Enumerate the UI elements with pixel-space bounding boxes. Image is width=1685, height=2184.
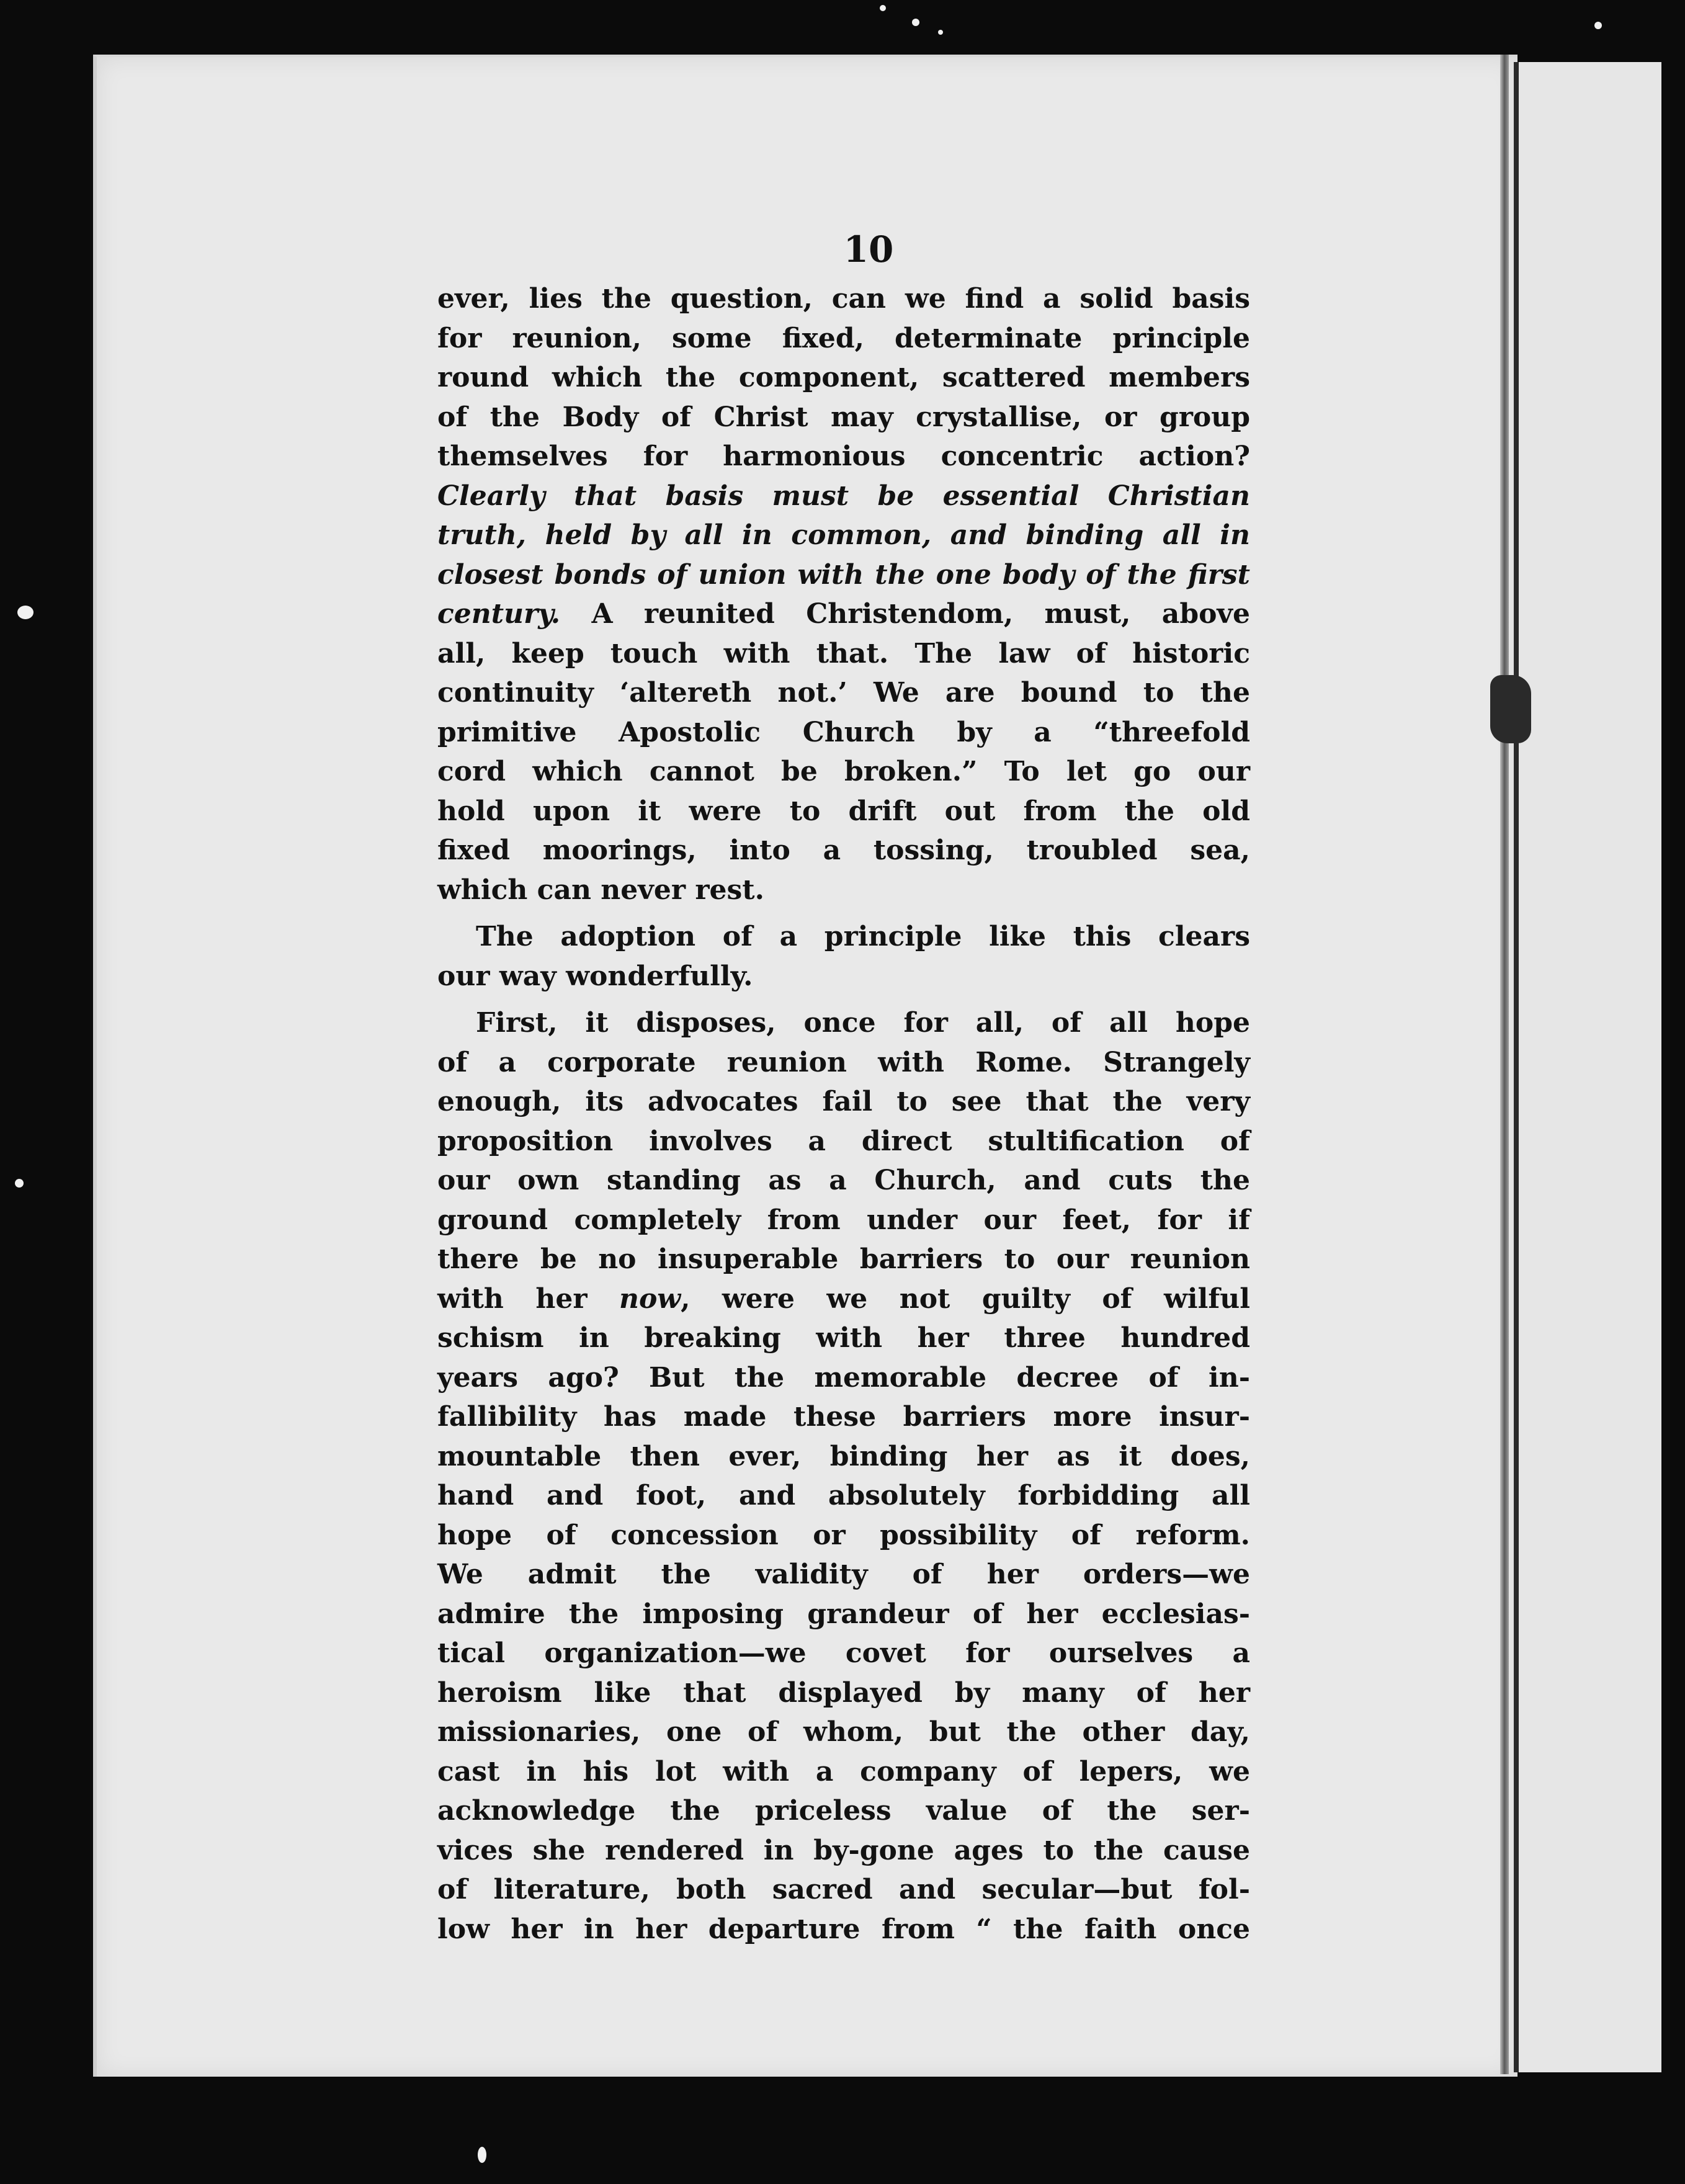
text-line: hold upon it were to drift out from the old	[437, 795, 1250, 827]
text-line: truth, held by all in common, and binding all in	[437, 519, 1250, 551]
scan-speck	[15, 1179, 24, 1188]
paragraph-3	[437, 1003, 1250, 1949]
text-fragment: with her	[437, 1282, 619, 1315]
text-line: enough, its advocates fail to see that the very	[437, 1086, 1250, 1117]
text-line: mountable then ever, binding her as it does,	[437, 1440, 1250, 1472]
text-line: Clearly that basis must be essential Christian	[437, 480, 1250, 512]
facing-page-edge	[1514, 62, 1661, 2072]
scan-speck	[478, 2147, 486, 2163]
text-line: our own standing as a Church, and cuts the	[437, 1165, 1250, 1196]
text-line: all, keep touch with that. The law of historic	[437, 637, 1250, 669]
text-line: of the Body of Christ may crystallise, or group	[437, 401, 1250, 433]
scan-speck	[938, 30, 943, 35]
text-line: We admit the validity of her orders—we	[437, 1559, 1250, 1590]
text-line: schism in breaking with her three hundred	[437, 1322, 1250, 1354]
text-line: round which the component, scattered members	[437, 362, 1250, 393]
text-line: vices she rendered in by-gone ages to the cause	[437, 1834, 1250, 1866]
body-text	[437, 279, 1250, 1949]
paragraph-gap	[437, 910, 1250, 917]
italic-word: century.	[437, 598, 561, 630]
text-line: ever, lies the question, can we find a solid basis	[437, 283, 1250, 315]
scan-speck	[912, 19, 919, 26]
page-gutter	[1500, 55, 1509, 2074]
margin-ink-mark	[1490, 675, 1531, 743]
text-fragment: A reunited Christendom, must, above	[560, 598, 1250, 630]
text-line: missionaries, one of whom, but the other day,	[437, 1716, 1250, 1748]
scan-speck	[17, 606, 34, 619]
text-line: closest bonds of union with the one body of the first	[437, 558, 1250, 591]
text-line: low her in her departure from “ the faith once	[437, 1913, 1250, 1945]
text-line: years ago? But the memorable decree of in-	[437, 1361, 1250, 1394]
text-line: hope of concession or possibility of reform.	[437, 1519, 1250, 1551]
text-line: ground completely from under our feet, for if	[437, 1204, 1250, 1236]
text-line	[437, 594, 1250, 634]
text-line: First, it disposes, once for all, of all hope	[476, 1007, 1250, 1039]
text-line: fixed moorings, into a tossing, troubled sea,	[437, 835, 1250, 866]
text-line: primitive Apostolic Church by a “threefold	[437, 716, 1250, 748]
text-line: continuity ‘altereth not.’ We are bound to the	[437, 677, 1250, 709]
text-fragment: , were we not guilty of wilful	[681, 1282, 1250, 1315]
text-line: heroism like that displayed by many of her	[437, 1676, 1250, 1709]
paragraph-2	[437, 917, 1250, 996]
text-line: which can never rest.	[437, 874, 764, 906]
text-line: our way wonderfully.	[437, 960, 753, 992]
scan-speck	[1594, 22, 1602, 29]
text-line: The adoption of a principle like this clears	[476, 921, 1250, 952]
paragraph-1	[437, 279, 1250, 910]
paragraph-gap	[437, 996, 1250, 1003]
text-line: admire the imposing grandeur of her ecclesias-	[437, 1598, 1250, 1630]
page-number: 10	[843, 228, 894, 271]
text-line: of a corporate reunion with Rome. Strangely	[437, 1046, 1250, 1078]
text-line: for reunion, some fixed, determinate principle	[437, 322, 1250, 354]
text-line: cord which cannot be broken.” To let go our	[437, 756, 1250, 787]
text-line: tical organization—we covet for ourselves a	[437, 1637, 1250, 1669]
text-line: cast in his lot with a company of lepers, we	[437, 1755, 1250, 1788]
text-line: there be no insuperable barriers to our reunion	[437, 1243, 1250, 1275]
text-line: of literature, both sacred and secular—but fol-	[437, 1874, 1250, 1905]
text-line: themselves for harmonious concentric action?	[437, 441, 1250, 472]
italic-word: now	[619, 1282, 681, 1315]
text-line: fallibility has made these barriers more insur-	[437, 1401, 1250, 1433]
text-line: acknowledge the priceless value of the ser-	[437, 1795, 1250, 1827]
text-line: hand and foot, and absolutely forbidding all	[437, 1480, 1250, 1511]
scan-speck	[880, 5, 886, 11]
text-line: proposition involves a direct stultification of	[437, 1125, 1250, 1157]
text-line	[437, 1279, 1250, 1319]
